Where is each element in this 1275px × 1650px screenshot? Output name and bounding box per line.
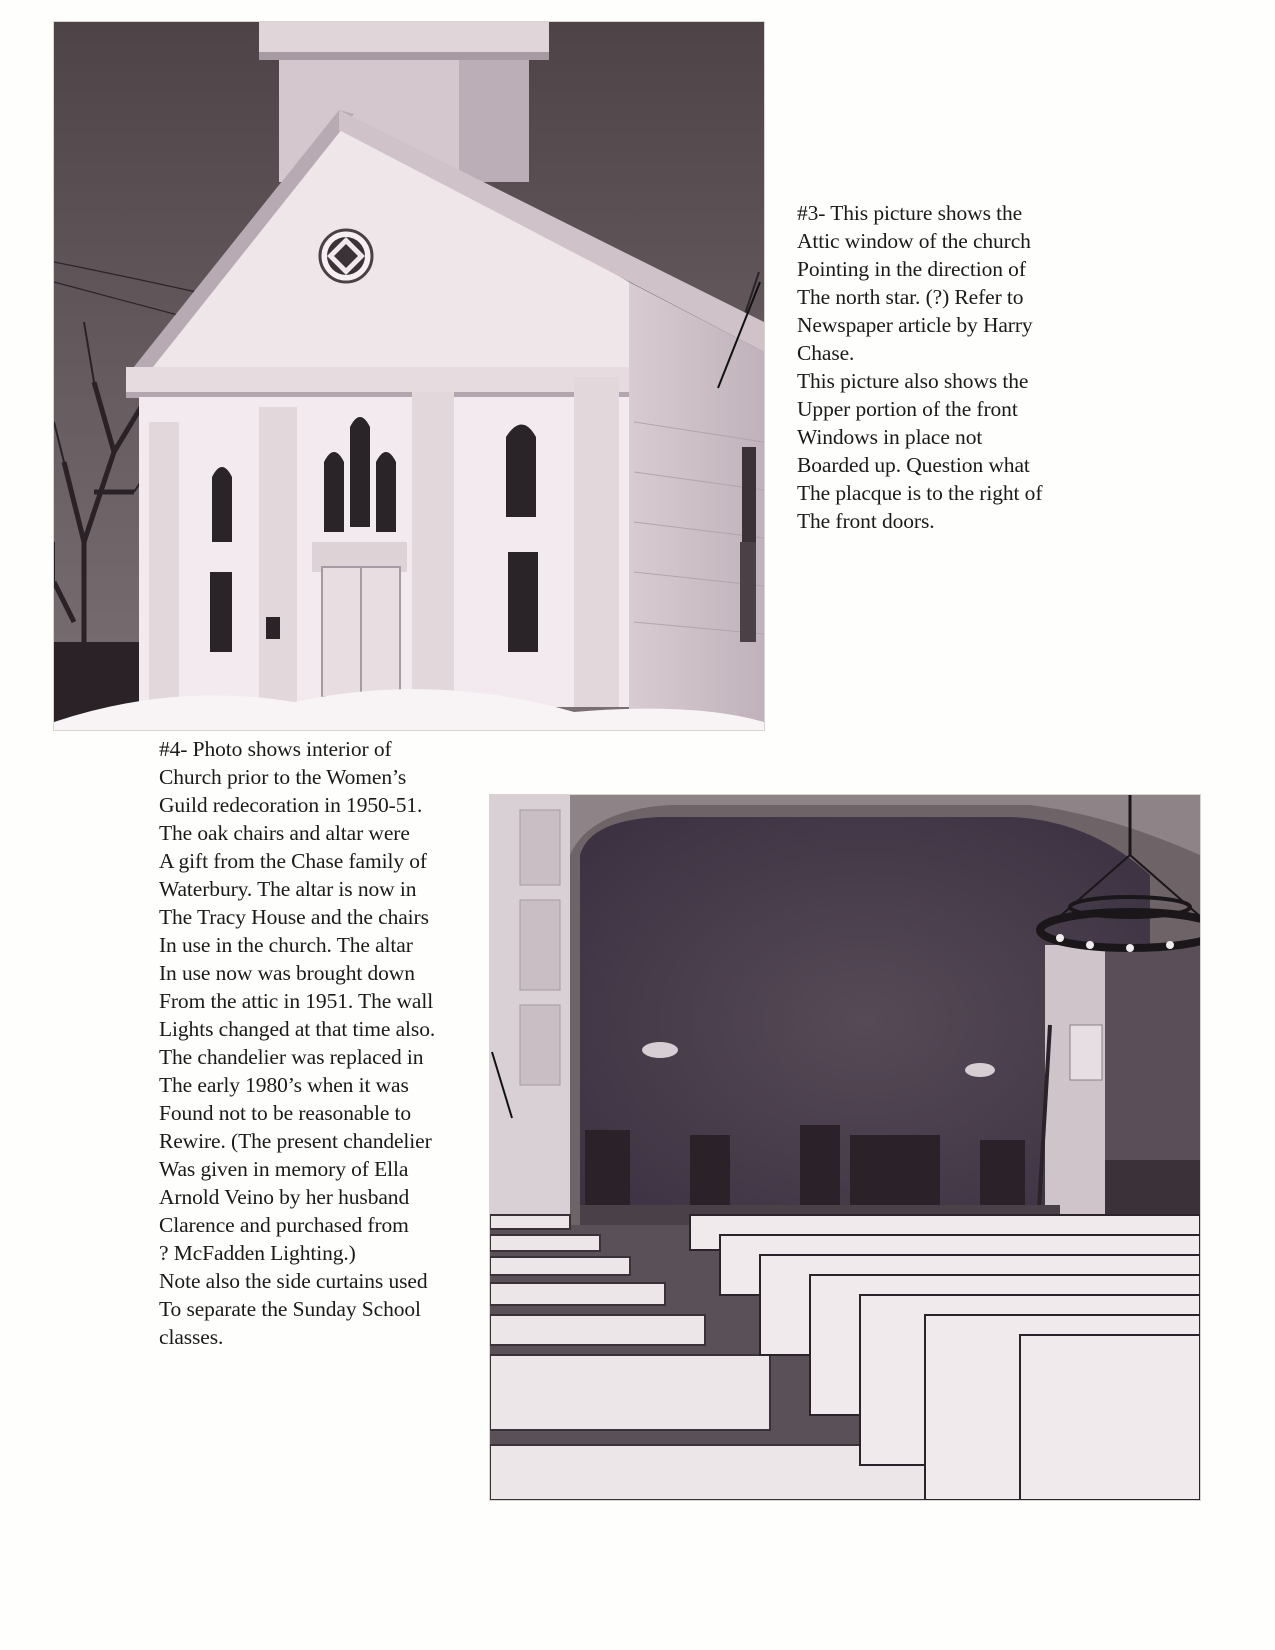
church-interior-photo — [490, 795, 1200, 1500]
caption-line: Attic window of the church — [797, 229, 1031, 253]
caption-line: The placque is to the right of — [797, 481, 1043, 505]
caption-line: Church prior to the Women’s — [159, 765, 407, 789]
caption-line: Was given in memory of Ella — [159, 1157, 409, 1181]
caption-photo-4 — [159, 735, 435, 1351]
church-exterior-photo — [54, 22, 764, 730]
caption-line: A gift from the Chase family of — [159, 849, 427, 873]
caption-line: Pointing in the direction of — [797, 257, 1026, 281]
church-exterior-illustration — [54, 22, 764, 730]
caption-line: The oak chairs and altar were — [159, 821, 410, 845]
caption-line: Boarded up. Question what — [797, 453, 1030, 477]
caption-line: Note also the side curtains used — [159, 1269, 428, 1293]
caption-line: Windows in place not — [797, 425, 983, 449]
caption-line: The Tracy House and the chairs — [159, 905, 429, 929]
caption-line: The front doors. — [797, 509, 935, 533]
attic-window — [320, 230, 372, 282]
caption-line: Chase. — [797, 341, 855, 365]
caption-line: The north star. (?) Refer to — [797, 285, 1024, 309]
caption-line: To separate the Sunday School — [159, 1297, 421, 1321]
caption-line: #3- This picture shows the — [797, 201, 1023, 225]
caption-line: Newspaper article by Harry — [797, 313, 1033, 337]
caption-line: Upper portion of the front — [797, 397, 1018, 421]
caption-line: Guild redecoration in 1950-51. — [159, 793, 423, 817]
caption-line: classes. — [159, 1325, 224, 1349]
caption-line: Rewire. (The present chandelier — [159, 1129, 432, 1153]
caption-line: Found not to be reasonable to — [159, 1101, 412, 1125]
church-interior-illustration — [490, 795, 1200, 1500]
caption-line: In use in the church. The altar — [159, 933, 413, 957]
caption-line: Clarence and purchased from — [159, 1213, 409, 1237]
caption-line: #4- Photo shows interior of — [159, 737, 392, 761]
caption-line: Arnold Veino by her husband — [159, 1185, 410, 1209]
caption-line: From the attic in 1951. The wall — [159, 989, 434, 1013]
caption-line: Waterbury. The altar is now in — [159, 877, 417, 901]
hymn-board — [1070, 1025, 1102, 1080]
right-pillar — [1045, 945, 1105, 1225]
caption-line: In use now was brought down — [159, 961, 415, 985]
caption-line: Lights changed at that time also. — [159, 1017, 436, 1041]
caption-line: ? McFadden Lighting.) — [159, 1241, 356, 1265]
caption-line: The early 1980’s when it was — [159, 1073, 409, 1097]
caption-line: The chandelier was replaced in — [159, 1045, 424, 1069]
caption-line: This picture also shows the — [797, 369, 1029, 393]
caption-photo-3 — [797, 199, 1042, 535]
placque — [266, 617, 280, 639]
